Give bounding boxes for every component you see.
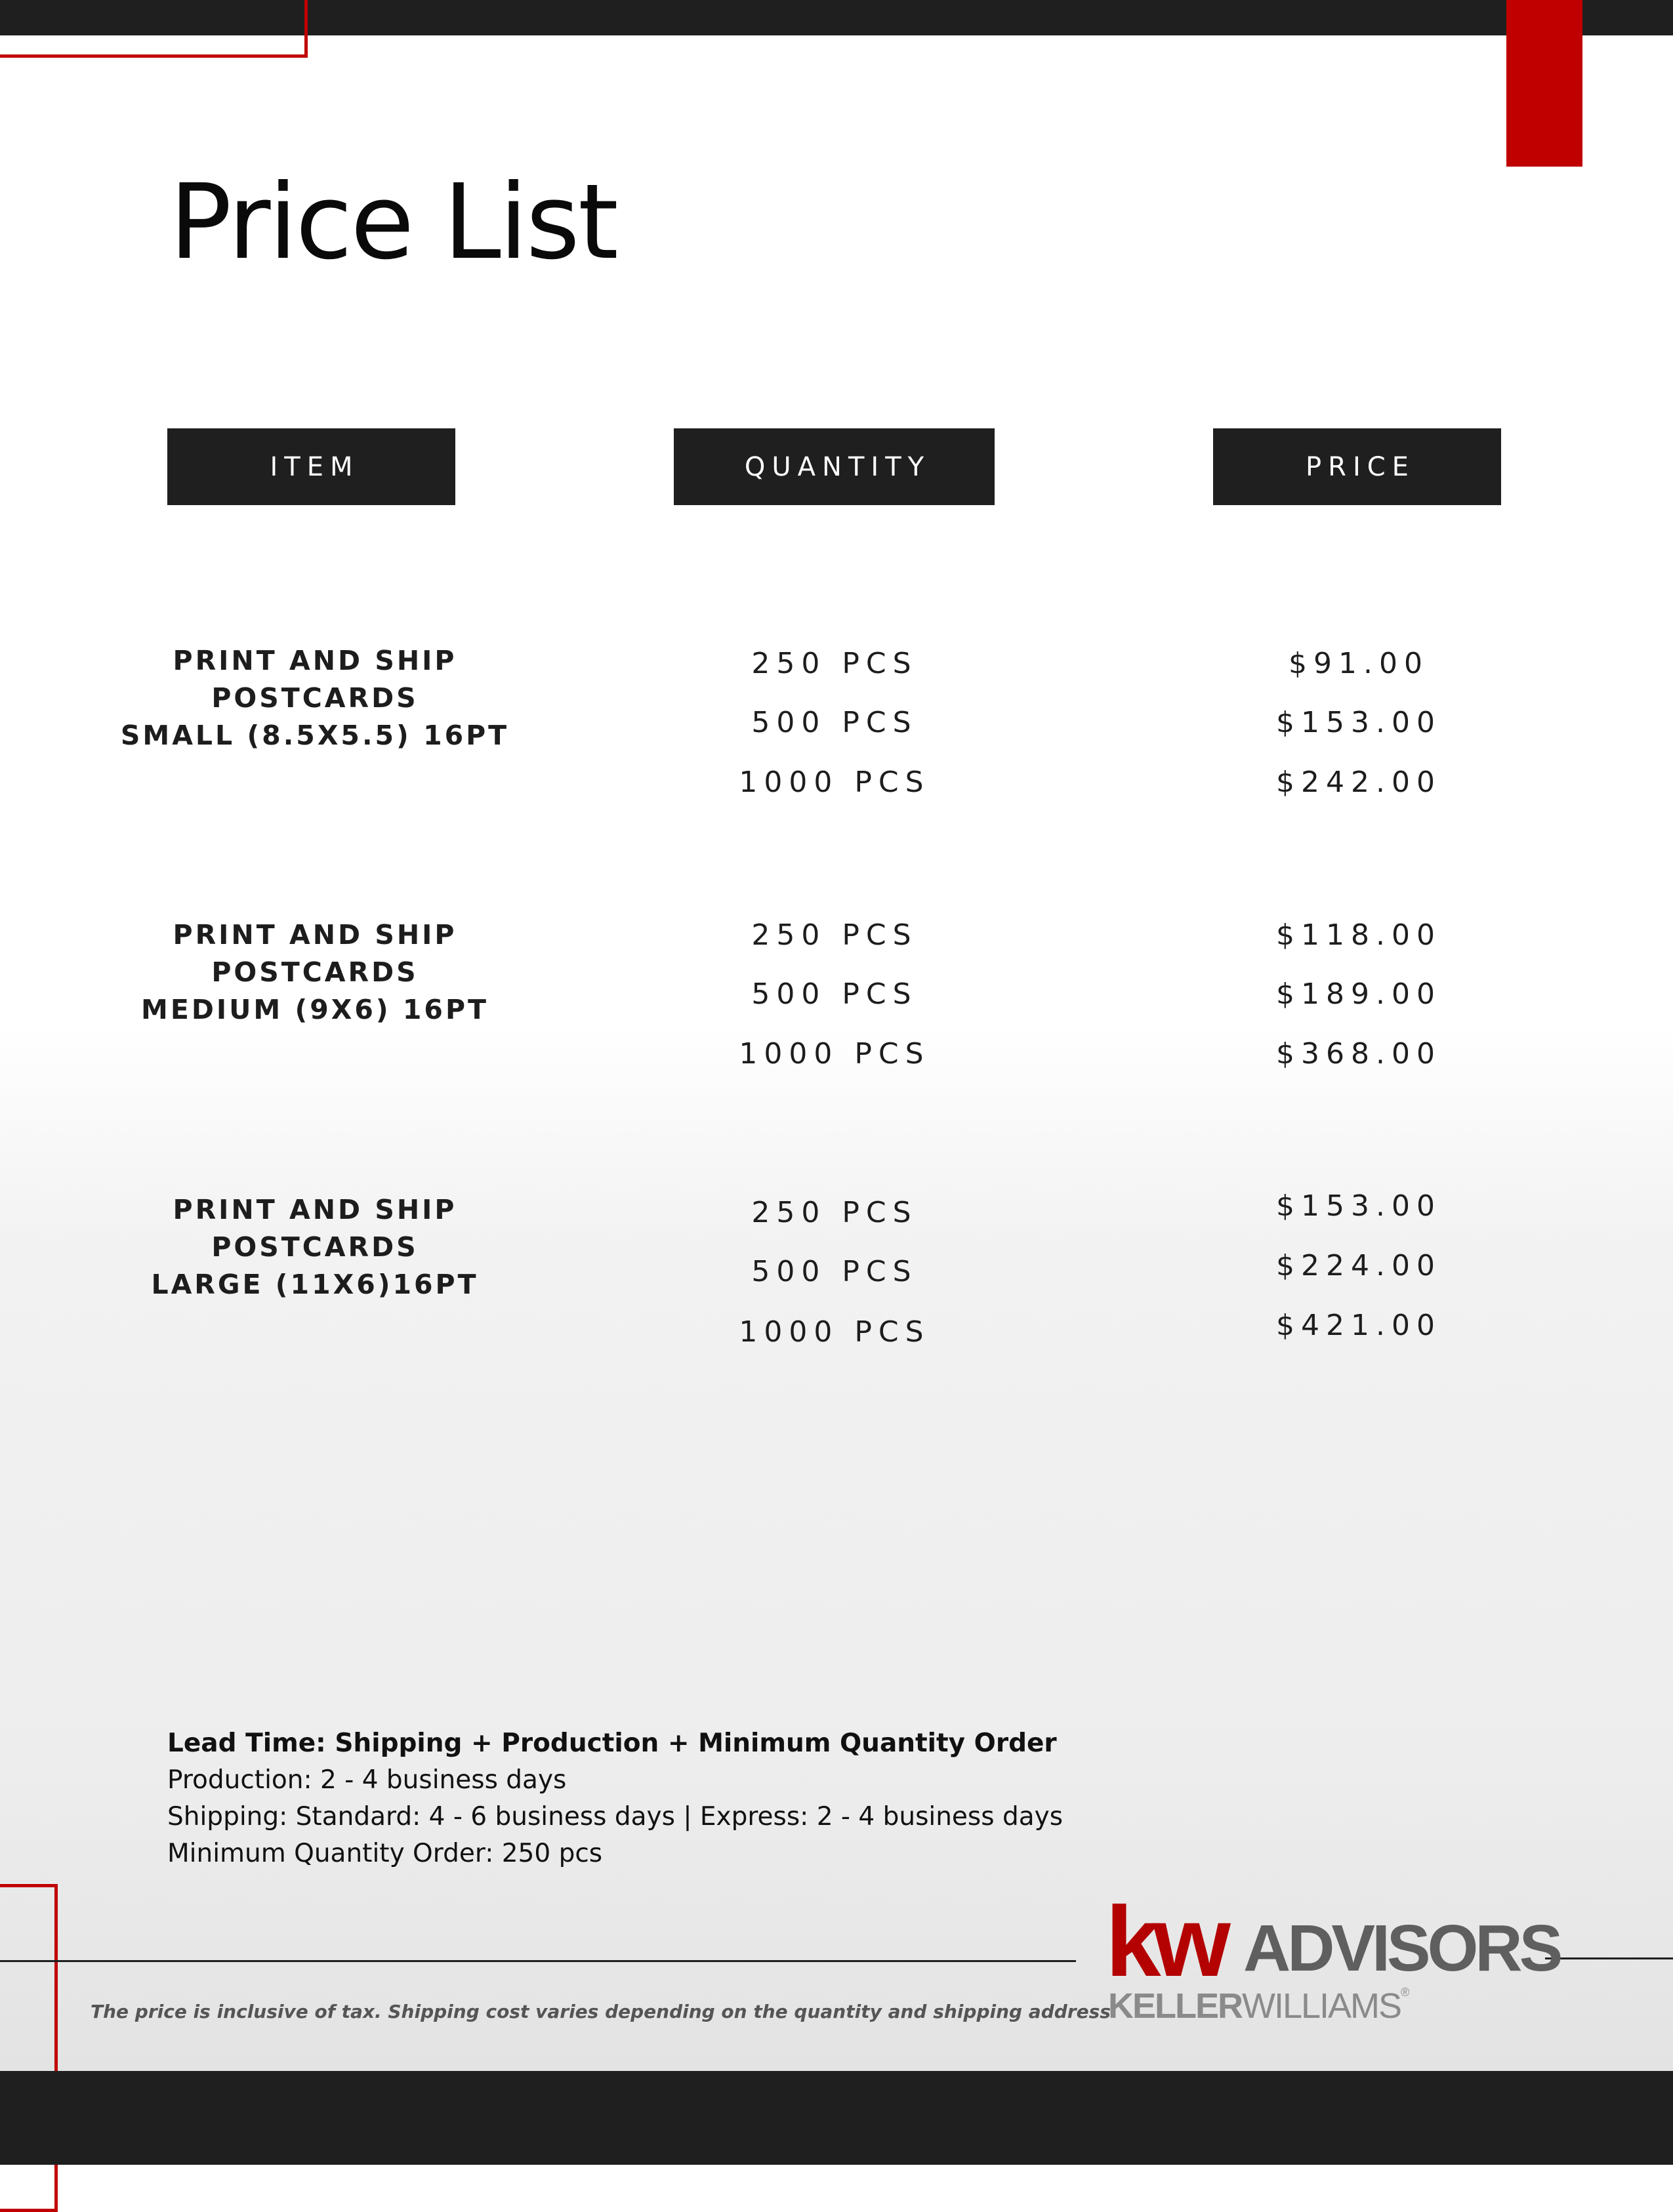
quantity-cell: 250 PCS — [751, 918, 918, 952]
notes-shipping: Shipping: Standard: 4 - 6 business days | Express: 2 - 4 business days — [167, 1802, 1064, 1832]
column-header-price: PRICE — [1213, 428, 1501, 505]
price-cell: $242.00 — [1276, 766, 1441, 799]
notes-heading: Lead Time: Shipping + Production + Minimum Quantity Order — [167, 1729, 1057, 1758]
quantity-cell: 250 PCS — [751, 1196, 918, 1229]
quantity-cell: 250 PCS — [751, 647, 918, 680]
price-cell: $153.00 — [1276, 706, 1441, 739]
price-cell: $421.00 — [1276, 1309, 1441, 1342]
lead-time-notes — [167, 1725, 1063, 1872]
item-name-line: SMALL (8.5X5.5) 16PT — [120, 720, 510, 751]
price-cell: $118.00 — [1276, 918, 1441, 952]
price-cell: $224.00 — [1276, 1249, 1441, 1282]
notes-minimum: Minimum Quantity Order: 250 pcs — [167, 1839, 603, 1868]
item-name-line: POSTCARDS — [211, 956, 419, 988]
price-cell: $368.00 — [1276, 1037, 1441, 1071]
item-name-line: PRINT AND SHIP — [173, 1194, 457, 1225]
bottom-bar — [0, 2071, 1673, 2165]
price-cell: $189.00 — [1276, 977, 1441, 1011]
logo-keller-williams-text: KELLERWILLIAMS® — [1108, 1986, 1409, 2026]
item-name-line: LARGE (11X6)16PT — [151, 1269, 479, 1300]
quantity-cell: 1000 PCS — [739, 766, 930, 799]
quantity-cell: 500 PCS — [751, 706, 918, 739]
footer-divider-left — [0, 1960, 1076, 1962]
notes-production: Production: 2 - 4 business days — [167, 1765, 567, 1795]
disclaimer-text: The price is inclusive of tax. Shipping cost varies depending on the quantity and shipping address. — [91, 2001, 1118, 2022]
item-name-line: PRINT AND SHIP — [173, 645, 457, 676]
item-name-line: POSTCARDS — [211, 1231, 419, 1263]
quantity-cell: 500 PCS — [751, 977, 918, 1011]
price-cell: $153.00 — [1276, 1189, 1441, 1223]
item-name-line: POSTCARDS — [211, 682, 419, 714]
page-title: Price List — [169, 162, 617, 283]
red-corner-frame-top — [0, 0, 308, 58]
red-accent-tab — [1506, 0, 1582, 167]
logo-kw-mark: kw — [1105, 1886, 1223, 1997]
price-cell: $91.00 — [1289, 647, 1429, 680]
item-name-small — [118, 642, 512, 754]
kw-advisors-logo — [1105, 1886, 1560, 2027]
quantity-cell: 1000 PCS — [739, 1315, 930, 1349]
column-header-item: ITEM — [167, 428, 455, 505]
footer-divider-right — [1545, 1957, 1673, 1959]
logo-advisors-text: ADVISORS — [1243, 1912, 1560, 1985]
item-name-line: PRINT AND SHIP — [173, 919, 457, 951]
item-name-large — [118, 1191, 512, 1303]
item-name-medium — [118, 916, 512, 1029]
quantity-cell: 1000 PCS — [739, 1037, 930, 1071]
quantity-cell: 500 PCS — [751, 1255, 918, 1288]
item-name-line: MEDIUM (9X6) 16PT — [141, 994, 489, 1025]
column-header-quantity: QUANTITY — [674, 428, 995, 505]
